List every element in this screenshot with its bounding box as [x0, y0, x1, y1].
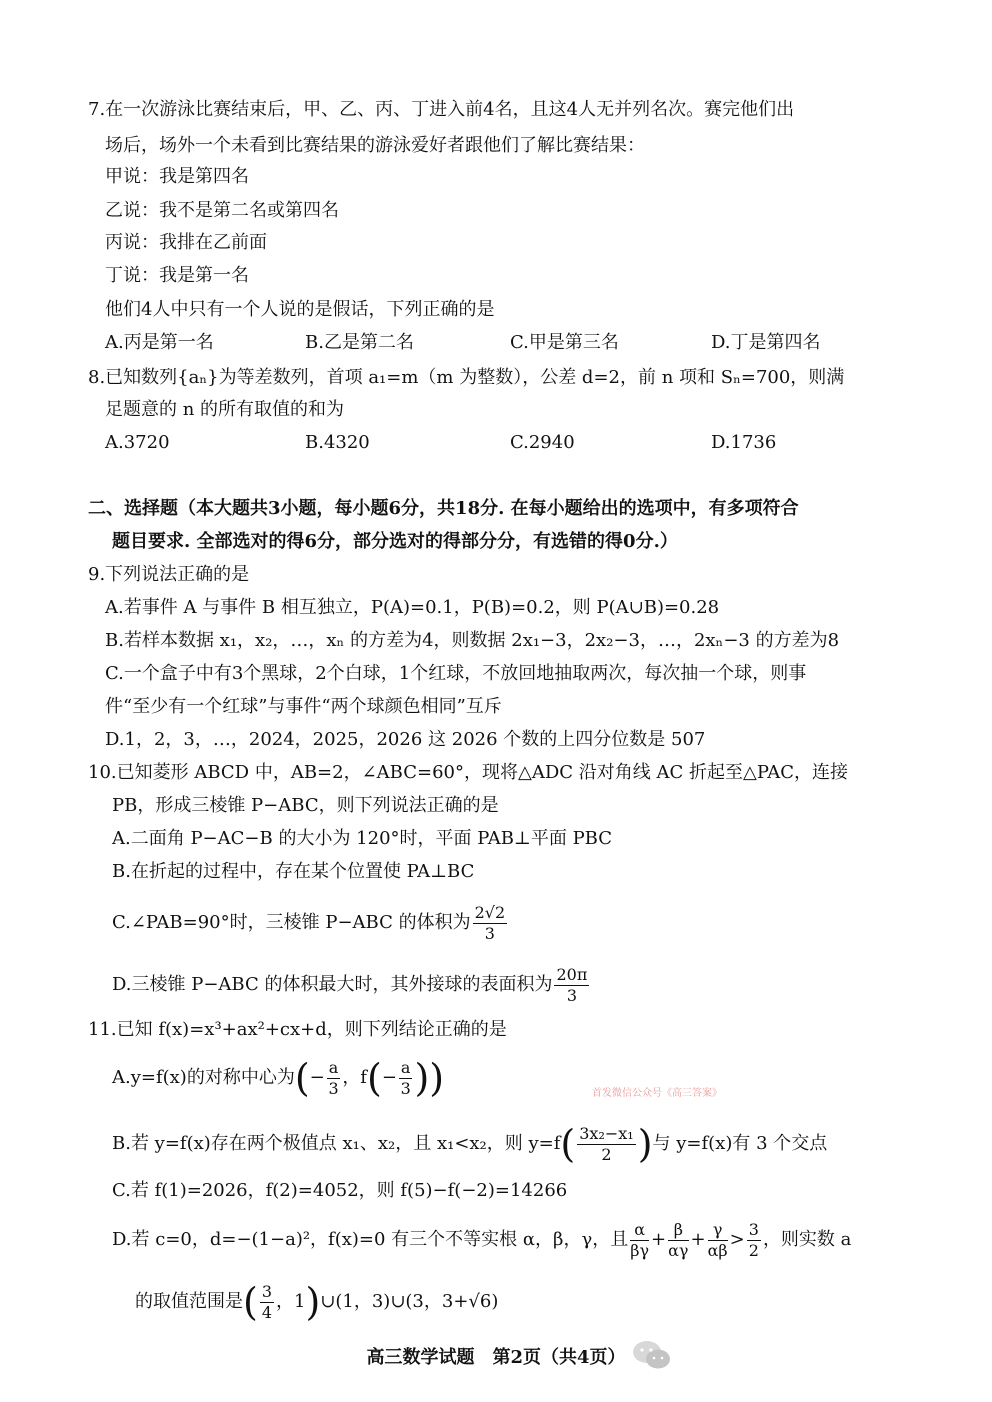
- q11-range-rest: ∪(1，3)∪(3，3+√6): [320, 1291, 499, 1312]
- q9-option-c-line1: C.一个盒子中有3个黑球，2个白球，1个红球，不放回地抽取两次，每次抽一个球，则事: [105, 663, 807, 684]
- q10-option-c-text: C.∠PAB=90°时，三棱锥 P−ABC 的体积为: [112, 912, 471, 933]
- q11-option-d-fraction-4: [747, 1220, 761, 1261]
- q10-option-a: A.二面角 P−AC−B 的大小为 120°时，平面 PAB⊥平面 PBC: [112, 828, 613, 849]
- wechat-icon: [630, 1338, 674, 1372]
- q8-option-a: A.3720: [105, 432, 170, 453]
- q9-option-d: D.1，2，3，…，2024，2025，2026 这 2026 个数的上四分位数是 507: [105, 729, 706, 750]
- q7-stem-line2: 场后，场外一个未看到比赛结果的游泳爱好者跟他们了解比赛结果：: [105, 135, 645, 156]
- fraction-denominator: 2: [748, 1240, 759, 1260]
- section2-title-line2: 题目要求. 全部选对的得6分，部分选对的得部分分，有选错的得0分.）: [112, 531, 678, 552]
- q8-stem-line2: 足题意的 n 的所有取值的和为: [105, 399, 345, 420]
- q11-option-a: A.y=f(x)的对称中心为(− $\frac{a}{3}$ ，f(− $\frac{a}{3}$ )): [112, 1056, 445, 1100]
- fraction-denominator: 3: [484, 923, 495, 943]
- fraction-denominator: αγ: [668, 1240, 689, 1260]
- q9-option-c-line2: 件“至少有一个红球”与事件“两个球颜色相同”互斥: [105, 696, 502, 717]
- left-paren: (: [294, 1056, 310, 1100]
- q10-option-c: [112, 898, 509, 948]
- right-paren: ): [305, 1280, 321, 1324]
- greater-than-sign: >: [729, 1229, 745, 1250]
- q10-option-d-text: D.三棱锥 P−ABC 的体积最大时，其外接球的表面积为: [112, 974, 553, 995]
- fraction-denominator: 3: [400, 1078, 411, 1098]
- q11-option-a-fraction-1: [327, 1058, 341, 1099]
- fraction-numerator: β: [668, 1220, 688, 1241]
- q7-option-b: B.乙是第二名: [305, 332, 414, 353]
- q7-stem-line7: 他们4人中只有一个人说的是假话，下列正确的是: [105, 299, 495, 320]
- q11-option-b: [112, 1116, 827, 1172]
- watermark-text: 首发微信公众号《高三答案》: [592, 1088, 722, 1099]
- q10-stem-line1: 10.已知菱形 ABCD 中，AB=2，∠ABC=60°，现将△ADC 沿对角线 AC 折起至△PAC，连接: [88, 762, 849, 783]
- fraction-denominator: 3: [328, 1078, 339, 1098]
- q11-option-d-text-2: ，则实数 a: [762, 1229, 852, 1250]
- fraction-numerator: a: [400, 1057, 411, 1077]
- fraction-numerator: α: [630, 1220, 649, 1241]
- q11-option-b-text-2: 与 y=f(x)有 3 个交点: [652, 1133, 828, 1154]
- q10-option-d-fraction: [554, 965, 589, 1006]
- q11-option-d-fraction-2: [668, 1220, 688, 1261]
- fraction-numerator: 2√2: [474, 902, 506, 922]
- fraction-numerator: γ: [708, 1220, 728, 1241]
- q11-option-c: C.若 f(1)=2026，f(2)=4052，则 f(5)−f(−2)=14266: [112, 1180, 568, 1201]
- fraction-numerator: 3: [261, 1281, 273, 1301]
- q9-option-b: B.若样本数据 x₁，x₂，…，xₙ 的方差为4，则数据 2x₁−3，2x₂−3，…，2xₙ−3 的方差为8: [105, 630, 840, 651]
- right-paren: ): [637, 1122, 653, 1166]
- q7-option-d: D.丁是第四名: [711, 332, 821, 353]
- q11-option-d-text-1: D.若 c=0，d=−(1−a)²，f(x)=0 有三个不等实根 α，β，γ，且: [112, 1229, 629, 1250]
- fraction-numerator: 20π: [556, 964, 588, 984]
- q8-option-b: B.4320: [305, 432, 370, 453]
- fraction-numerator: a: [328, 1057, 339, 1077]
- q10-option-b: B.在折起的过程中，存在某个位置使 PA⊥BC: [112, 861, 475, 882]
- q10-stem-line2: PB，形成三棱锥 P−ABC，则下列说法正确的是: [112, 795, 499, 816]
- q11-option-a-text: A.y=f(x)的对称中心为: [112, 1067, 295, 1088]
- fraction-denominator: βγ: [630, 1240, 650, 1260]
- q7-stem-line1: 7.在一次游泳比赛结束后，甲、乙、丙、丁进入前4名，且这4人无并列名次。赛完他们出: [88, 99, 795, 120]
- section2-title-line1: 二、选择题（本大题共3小题，每小题6分，共18分. 在每小题给出的选项中，有多项符合: [88, 498, 799, 519]
- fraction-denominator: 3: [566, 985, 578, 1005]
- q11-option-b-fraction: [577, 1124, 635, 1165]
- fraction-denominator: 2: [601, 1144, 612, 1164]
- q11-range-fraction: [260, 1282, 274, 1323]
- q11-range-text: 的取值范围是: [135, 1291, 243, 1312]
- q11-option-b-text-1: B.若 y=f(x)存在两个极值点 x₁、x₂，且 x₁<x₂，则 y=f: [112, 1133, 561, 1154]
- q7-statement-ding: 丁说：我是第一名: [105, 265, 249, 286]
- q8-stem-line1: 8.已知数列{aₙ}为等差数列，首项 a₁=m（m 为整数），公差 d=2，前 n 项和 Sₙ=700，则满: [88, 367, 845, 388]
- fraction-denominator: 4: [261, 1302, 273, 1322]
- q11-stem: 11.已知 f(x)=x³+ax²+cx+d，则下列结论正确的是: [88, 1019, 507, 1040]
- q7-statement-bing: 丙说：我排在乙前面: [105, 232, 267, 253]
- q11-option-d-range: 的取值范围是( $\frac{3}{4}$ ，1)∪(1，3)∪(3，3+√6): [135, 1280, 499, 1324]
- q11-option-d: D.若 c=0，d=−(1−a)²，f(x)=0 有三个不等实根 α，β，γ，且 $\frac{\alpha}{\beta\gamma}$ + $\frac{\beta}{\alpha\gamma}$ + $\frac{\gamma}{\alpha\beta}$ > $\frac{3}{2}$ ，则实数 a: [112, 1219, 852, 1260]
- fraction-denominator: αβ: [707, 1240, 728, 1260]
- page-footer: 高三数学试题 第2页（共4页）: [366, 1347, 626, 1368]
- q7-statement-jia: 甲说：我是第四名: [105, 166, 249, 187]
- q9-option-a: A.若事件 A 与事件 B 相互独立，P(A)=0.1，P(B)=0.2，则 P(A∪B)=0.28: [105, 597, 720, 618]
- q7-statement-yi: 乙说：我不是第二名或第四名: [105, 200, 339, 221]
- right-paren: )): [414, 1056, 445, 1100]
- q11-option-d-fraction-3: [708, 1220, 728, 1261]
- q11-option-a-fraction-2: [399, 1058, 413, 1099]
- q8-option-c: C.2940: [510, 432, 575, 453]
- q11-option-d-fraction-1: [630, 1220, 649, 1261]
- q10-option-d: [112, 960, 591, 1010]
- q9-stem: 9.下列说法正确的是: [88, 564, 250, 585]
- q10-option-c-fraction: [473, 903, 508, 944]
- q8-option-d: D.1736: [711, 432, 777, 453]
- left-paren: (: [243, 1280, 258, 1324]
- left-paren: (: [366, 1056, 382, 1100]
- q7-option-c: C.甲是第三名: [510, 332, 619, 353]
- left-paren: (: [560, 1122, 576, 1166]
- q7-option-a: A.丙是第一名: [105, 332, 214, 353]
- fraction-numerator: 3x₂−x₁: [579, 1123, 634, 1143]
- fraction-numerator: 3: [748, 1219, 759, 1239]
